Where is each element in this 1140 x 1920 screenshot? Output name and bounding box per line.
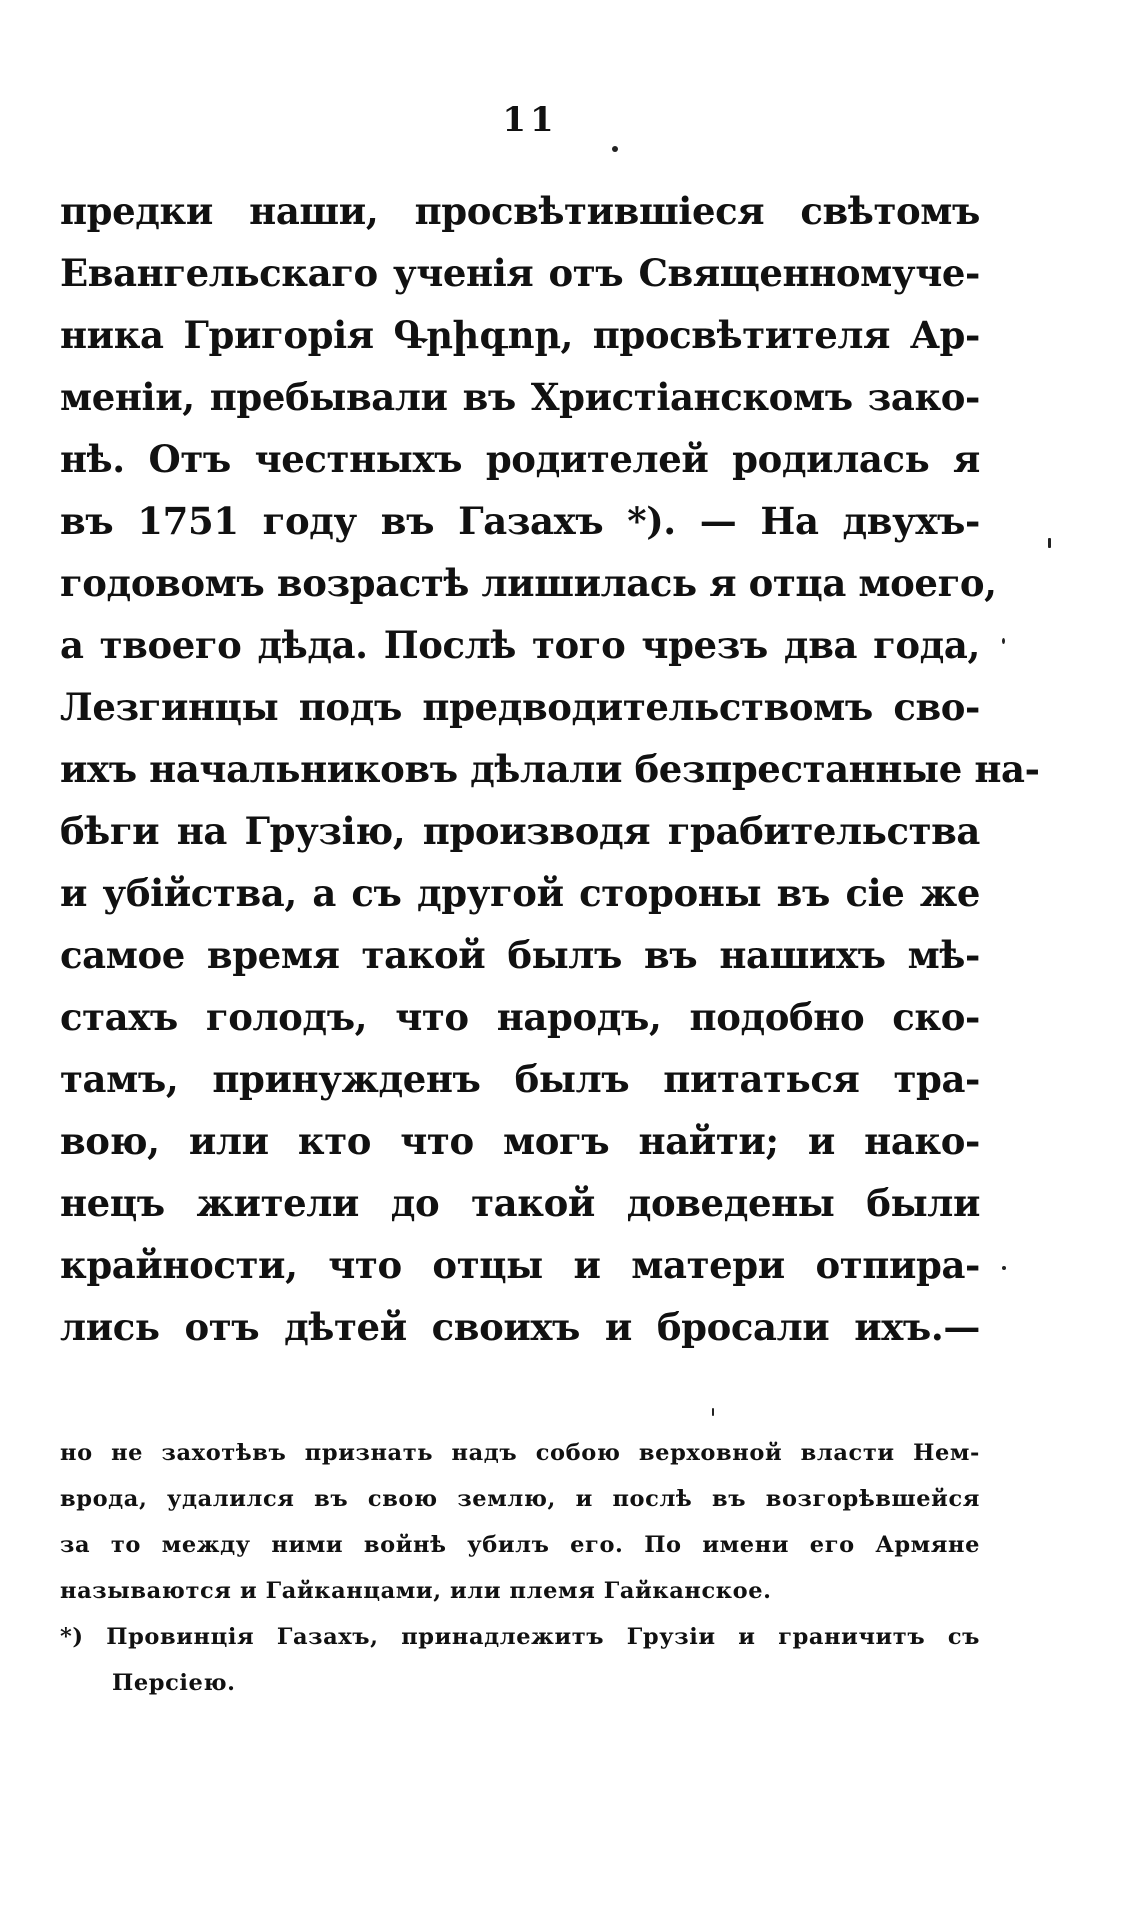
text-line: и убійства, а съ другой стороны въ сіе же [60,871,980,915]
footnote-line: называются и Гайканцами, или племя Гайканское. [60,1578,772,1604]
text-line: стахъ голодъ, что народъ, подобно ско- [60,995,980,1039]
ink-speck [612,146,618,152]
ink-speck [712,1408,714,1416]
footnote-line: врода, удалился въ свою землю, и послѣ въ возгорѣвшейся [60,1486,980,1512]
text-line: крайности, что отцы и матери отпира- [60,1243,980,1287]
text-line: ихъ начальниковъ дѣлали безпрестанные на- [60,747,1040,791]
page-number: 11 [502,100,558,140]
text-line: тамъ, принужденъ былъ питаться тра- [60,1057,980,1101]
text-line: менiи, пребывали въ Христіанскомъ зако- [60,375,980,419]
text-line: нѣ. Отъ честныхъ родителей родилась я [60,437,980,481]
text-line: въ 1751 году въ Газахъ *). — На двухъ- [60,499,980,543]
text-line: ника Григорія Գրիգոր, просвѣтителя Ар- [60,313,980,357]
text-line: лись отъ дѣтей своихъ и бросали ихъ.— [60,1305,980,1349]
ink-speck [1048,538,1051,548]
ink-speck [1002,638,1005,644]
ink-speck [1002,1266,1006,1270]
footnote-line: *) Провинція Газахъ, принадлежитъ Грузіи и граничитъ съ [60,1624,980,1650]
text-line: Лезгинцы подъ предводительствомъ сво- [60,685,980,729]
text-line: бѣги на Грузію, производя грабительства [60,809,980,853]
main-text [60,180,1040,1358]
footnote-line: но не захотѣвъ признать надъ собою верховной власти Нем- [60,1440,980,1466]
text-line: вою, или кто что могъ найти; и нако- [60,1119,980,1163]
footnote-line: за то между ними войнѣ убилъ его. По имени его Армяне [60,1532,980,1558]
text-line: нецъ жители до такой доведены были [60,1181,980,1225]
text-line: а твоего дѣда. Послѣ того чрезъ два года, [60,623,980,667]
text-line: Евангельскаго ученія отъ Священномуче- [60,251,980,295]
text-line: годовомъ возрастѣ лишилась я отца моего, [60,561,997,605]
text-line: предки наши, просвѣтившіеся свѣтомъ [60,189,980,233]
text-line: самое время такой былъ въ нашихъ мѣ- [60,933,980,977]
footnotes [60,1430,980,1706]
footnote-line: Персіею. [112,1670,236,1696]
